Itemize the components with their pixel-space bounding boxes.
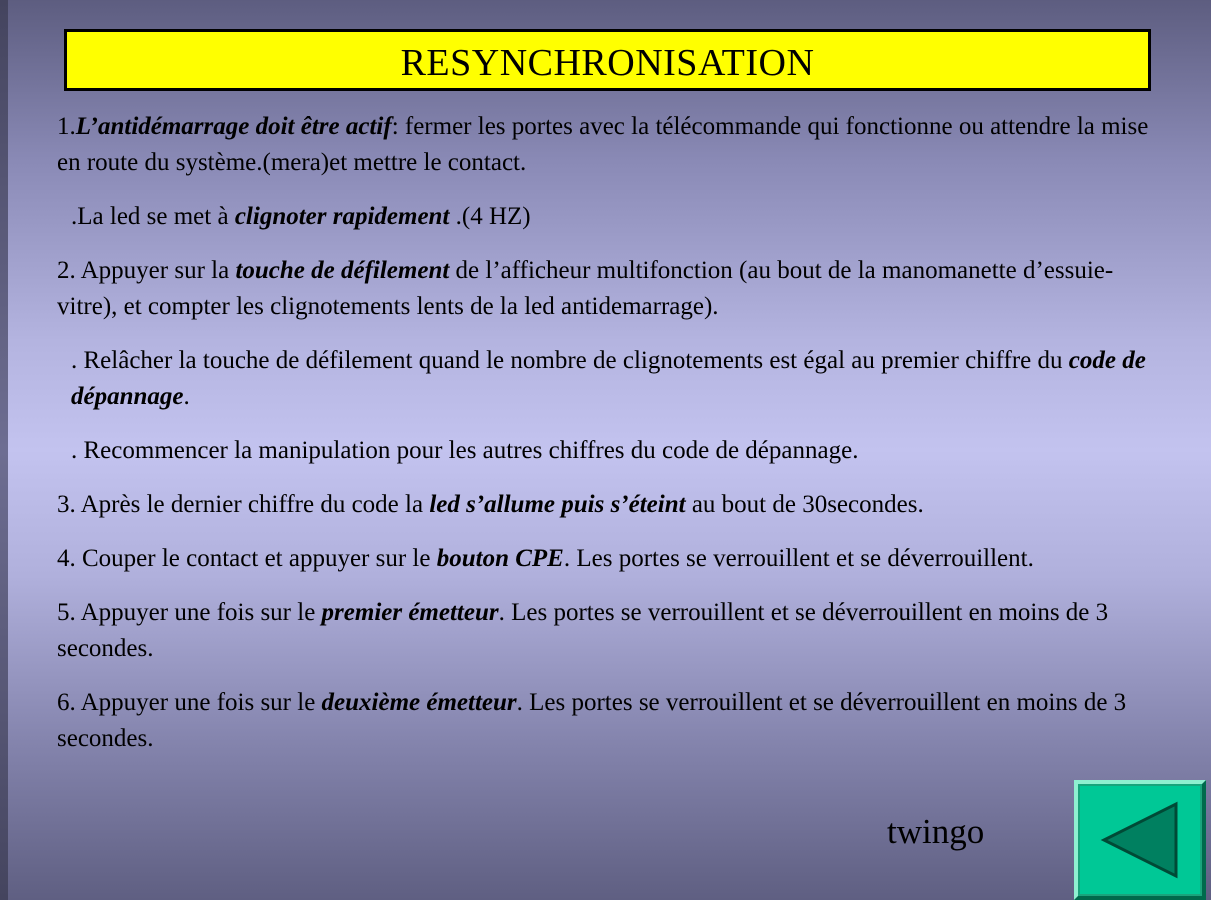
slide-left-edge: [0, 0, 8, 900]
instruction-paragraph: [57, 253, 1157, 325]
instruction-paragraph: [57, 487, 1157, 523]
instruction-paragraph: [57, 595, 1157, 667]
instruction-paragraph: [57, 541, 1157, 577]
emphasized-text: bouton CPE: [436, 545, 564, 572]
title-banner: [64, 29, 1151, 91]
brand-label: twingo: [887, 812, 985, 851]
paragraph-text: . Les portes se verrouillent et se déverrouillent en moins de 3 secondes.: [57, 599, 1109, 662]
paragraph-text: 6. Appuyer une fois sur le: [57, 689, 322, 716]
paragraph-text: .: [183, 383, 190, 410]
paragraph-text: .La led se met à: [71, 203, 235, 230]
paragraph-text: 2. Appuyer sur la: [57, 257, 236, 284]
paragraph-text: . Recommencer la manipulation pour les autres chiffres du code de dépannage.: [71, 437, 859, 464]
paragraph-text: . Les portes se verrouillent et se déverrouillent.: [563, 545, 1034, 572]
emphasized-text: clignoter rapidement: [234, 203, 450, 230]
paragraph-text: . Relâcher la touche de défilement quand le nombre de clignotements est égal au premier chiffre du: [71, 347, 1069, 374]
instruction-paragraph: [57, 199, 1157, 235]
emphasized-text: led s’allume puis s’éteint: [429, 491, 686, 518]
instruction-paragraph: [57, 685, 1157, 757]
paragraph-text: : fermer les portes avec la télécommande qui fonctionne ou attendre la mise en route du système.(mera)et mettre le contact.: [57, 113, 1149, 176]
paragraph-text: de l’afficheur multifonction (au bout de la manomanette d’essuie-vitre), et compter les clignotements lents de la led antidemarrage).: [57, 257, 1114, 320]
instruction-paragraph: [57, 109, 1157, 181]
emphasized-text: deuxième émetteur: [321, 689, 517, 716]
slide-title: RESYNCHRONISATION: [400, 42, 815, 84]
paragraph-text: 1.: [57, 113, 76, 140]
paragraph-text: . Les portes se verrouillent et se déverrouillent en moins de 3 secondes.: [57, 689, 1127, 752]
paragraph-text: 5. Appuyer une fois sur le: [57, 599, 322, 626]
emphasized-text: touche de défilement: [235, 257, 450, 284]
instruction-list: [57, 109, 1157, 775]
back-button[interactable]: [1074, 780, 1206, 900]
instruction-paragraph: [57, 343, 1157, 415]
emphasized-text: premier émetteur: [321, 599, 499, 626]
emphasized-text: code de dépannage: [71, 347, 1146, 410]
back-arrow-icon: [1100, 800, 1180, 880]
paragraph-text: .(4 HZ): [449, 203, 531, 230]
instruction-paragraph: [57, 433, 1157, 469]
paragraph-text: au bout de 30secondes.: [685, 491, 924, 518]
paragraph-text: 3. Après le dernier chiffre du code la: [57, 491, 430, 518]
emphasized-text: L’antidémarrage doit être actif: [75, 113, 392, 140]
paragraph-text: 4. Couper le contact et appuyer sur le: [57, 545, 437, 572]
